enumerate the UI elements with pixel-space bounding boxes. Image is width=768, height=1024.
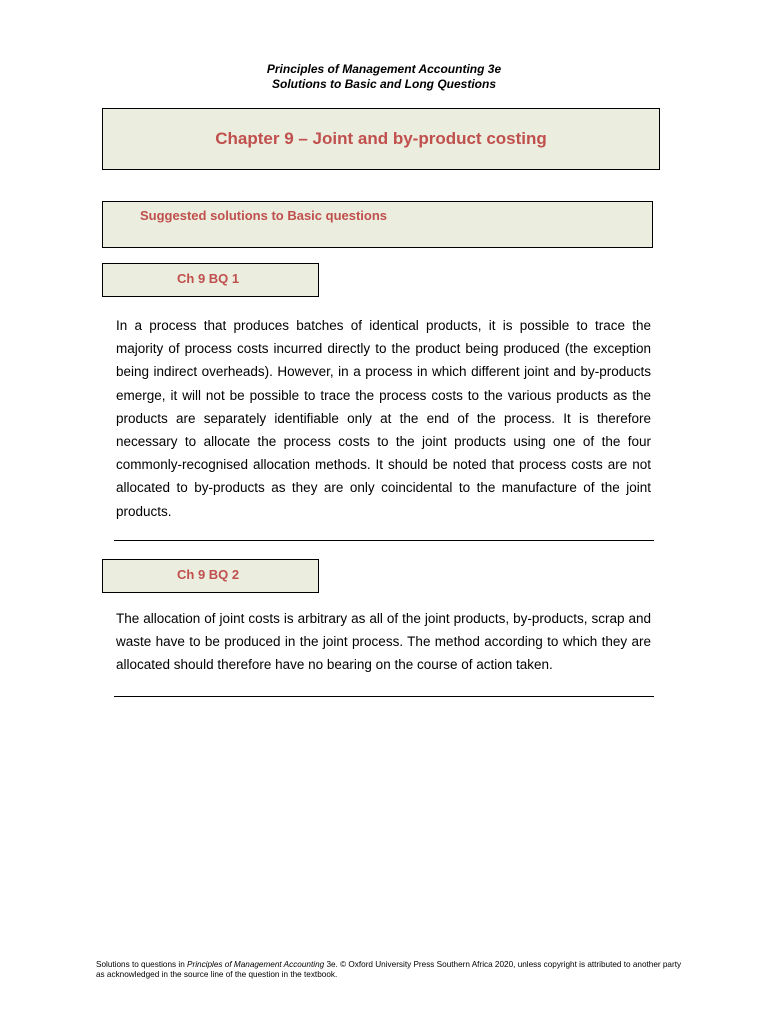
footer-suffix: 3e. © Oxford University Press Southern Africa 2020, unless copyright is attributed to another party as acknowledged in the source line of the question in the textbook. [96, 960, 682, 979]
section-divider [114, 540, 654, 541]
document-header [0, 62, 768, 91]
chapter-title-box [102, 108, 660, 170]
section-divider [114, 696, 654, 697]
section-title-box [102, 201, 653, 248]
footer-prefix: Solutions to questions in [96, 960, 188, 969]
header-book-title: Principles of Management Accounting 3e [266, 62, 502, 76]
section-title: Suggested solutions to Basic questions [140, 208, 388, 223]
answer-paragraph-bq2: The allocation of joint costs is arbitrary as all of the joint products, by-products, scrap and waste have to be produced in the joint process. The method according to which they are allocated should therefore have no bearing on the course of action taken. [116, 611, 651, 673]
answer-paragraph-bq1: In a process that produces batches of identical products, it is possible to trace the majority of process costs incurred directly to the product being produced (the exception being indirect overheads). However, in a process in which different joint and by-products emerge, it will not be possible to trace the process costs to the various products as the products are separately identifiable only at the end of the process. It is therefore necessary to allocate the process costs to the joint products using one of the four commonly-recognised allocation methods. It should be noted that process costs are not allocated to by-products as they are only coincidental to the manufacture of the joint products. [116, 318, 651, 519]
question-label-box-bq1 [102, 263, 319, 297]
header-subtitle: Solutions to Basic and Long Questions [271, 76, 496, 91]
question-label: Ch 9 BQ 1 [177, 271, 240, 286]
question-label: Ch 9 BQ 2 [177, 567, 240, 582]
question-label-box-bq2 [102, 559, 319, 593]
chapter-title: Chapter 9 – Joint and by-product costing [215, 129, 547, 148]
footer-book-title: Principles of Management Accounting [187, 960, 325, 969]
copyright-footer [96, 960, 686, 979]
